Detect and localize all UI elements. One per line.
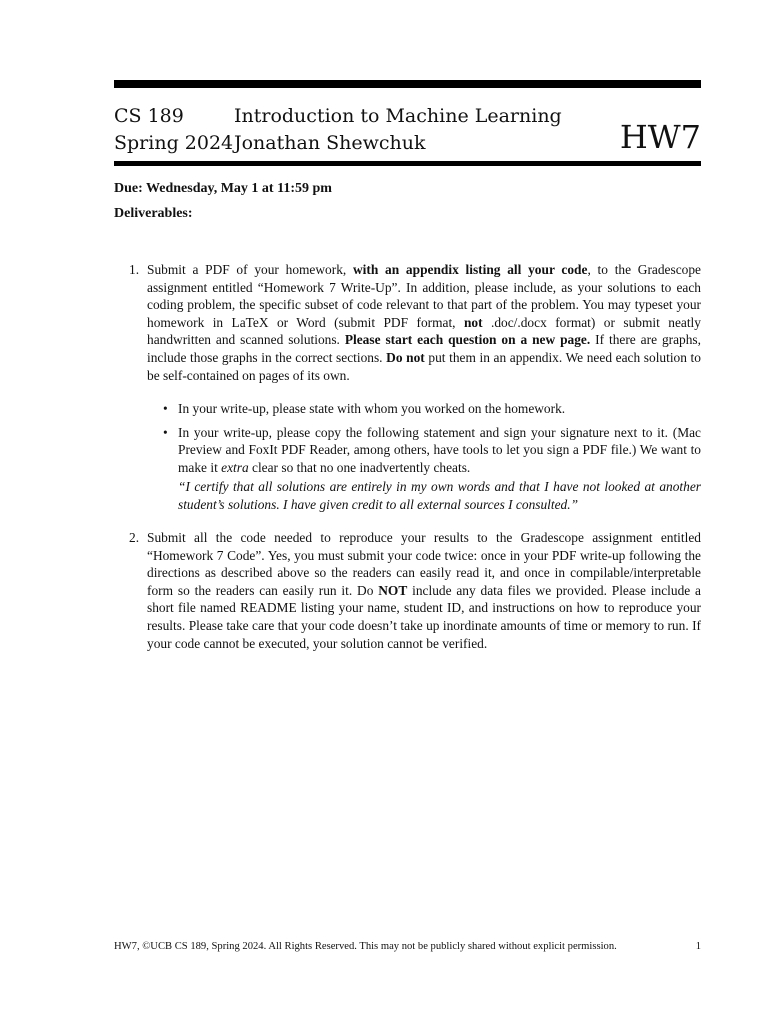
bullet-text: In your write-up, please state with whom you worked on the homework. — [178, 401, 566, 416]
item-text: Submit a PDF of your homework, — [147, 262, 353, 277]
item-text: include any data files we provided. Please include a short file named README listing your name, student ID, and instructions on how to reproduce your results. Please take care that your code doesn’t take up inordinate amounts of time or memory to run. If your code cannot be executed, your solution cannot be verified. — [147, 582, 701, 651]
footer-copyright: HW7, ©UCB CS 189, Spring 2024. All Rights Reserved. This may not be publicly shared without explicit permission. — [114, 941, 617, 952]
deliverables-heading: Deliverables: — [114, 206, 193, 221]
header-top-rule — [114, 80, 701, 88]
item-bold-text: not — [463, 314, 483, 330]
item-text: .doc/.docx format) or submit neatly handwritten and scanned solutions. — [147, 314, 701, 348]
bullet-icon: • — [163, 401, 168, 416]
item-bold-text: with an appendix listing all your code — [353, 262, 588, 277]
bullet-text: clear so that no one inadvertently cheats. — [248, 459, 471, 475]
course-code: CS 189 — [114, 105, 184, 127]
item-text: put them in an appendix. We need each solution to be self-contained on pages of its own. — [147, 349, 701, 383]
page-number: 1 — [695, 941, 701, 952]
assignment-label: HW7 — [619, 118, 701, 156]
deliverable-item-2 — [129, 529, 701, 652]
item-number: 1. — [129, 262, 140, 277]
page-footer — [114, 940, 701, 954]
item-text: , to the Gradescope assignment entitled “Homework 7 Write-Up”. In addition, please include, as your solutions to each coding problem, the specific subset of code relevant to that part of the problem. You may typeset your homework in LaTeX or Word (submit PDF format, — [147, 262, 701, 330]
course-title: Introduction to Machine Learning — [234, 105, 562, 127]
bullet-text: In your write-up, please copy the following statement and sign your signature next to it. (Mac Preview and FoxIt PDF Reader, among others, have tools to let you sign a PDF file.) We want to make it — [178, 424, 701, 475]
bullet-item — [163, 400, 701, 418]
bullet-icon: • — [163, 424, 168, 440]
item-number: 2. — [129, 530, 140, 545]
item-bold-text: NOT — [378, 582, 408, 598]
deliverable-1-bullets — [163, 400, 701, 520]
item-text: Submit all the code needed to reproduce your results to the Gradescope assignment entitled “Homework 7 Code”. Yes, you must submit your code twice: once in your PDF write-up following the directions as described above so the readers can easily read it, and once in compilable/interpretable form so the readers can easily run it. Do — [147, 530, 701, 598]
deliverable-item-1 — [129, 261, 701, 384]
item-bold-text: Do not — [386, 349, 425, 365]
header-bottom-rule — [114, 161, 701, 166]
item-text: If there are graphs, include those graphs in the correct sections. — [147, 332, 701, 365]
item-bold-text: Please start each question on a new page. — [344, 332, 591, 348]
bullet-emphasis: extra — [221, 459, 249, 475]
certification-statement: “I certify that all solutions are entirely in my own words and that I have not looked at another student’s solutions. I have given credit to all external sources I consulted.” — [178, 479, 701, 512]
course-term: Spring 2024 — [114, 132, 234, 154]
bullet-item — [163, 424, 701, 514]
due-date: Due: Wednesday, May 1 at 11:59 pm — [114, 181, 332, 196]
instructor-name: Jonathan Shewchuk — [234, 132, 426, 154]
